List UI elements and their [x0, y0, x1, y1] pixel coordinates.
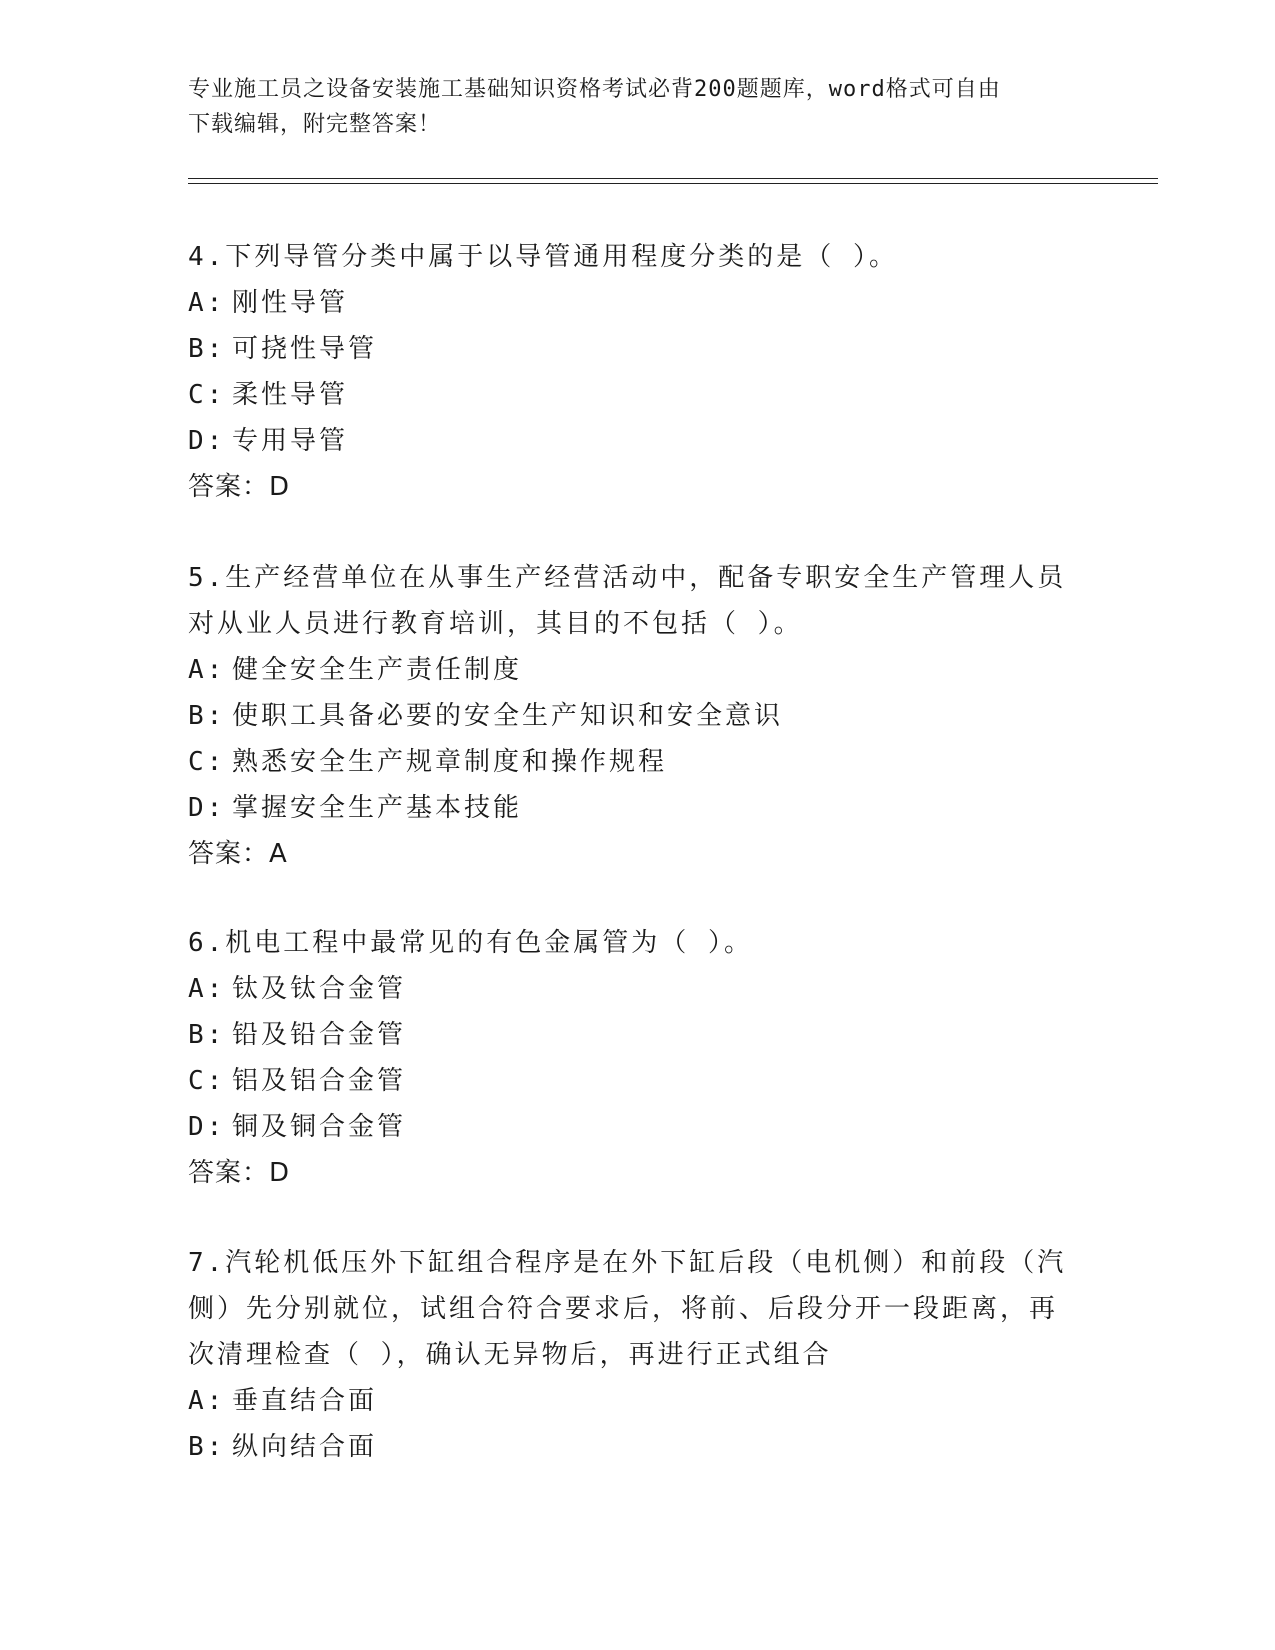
option-letter: B:	[188, 334, 226, 364]
option-letter: B:	[188, 1432, 226, 1462]
document-header	[188, 72, 1088, 142]
option-letter: A:	[188, 288, 226, 318]
option-a	[188, 647, 1088, 693]
option-b	[188, 1424, 1088, 1470]
option-text: 专用导管	[232, 426, 349, 456]
question-stem: 6.机电工程中最常见的有色金属管为（ ）。	[188, 928, 753, 958]
option-a	[188, 280, 1088, 326]
question-7	[188, 1240, 1088, 1470]
option-text: 垂直结合面	[232, 1386, 378, 1416]
answer: 答案：D	[188, 472, 291, 502]
option-text: 熟悉安全生产规章制度和操作规程	[232, 747, 668, 777]
option-letter: D:	[188, 793, 226, 823]
answer: 答案：D	[188, 1158, 291, 1188]
question-stem: 4.下列导管分类中属于以导管通用程度分类的是（ ）。	[188, 242, 898, 272]
option-text: 可挠性导管	[232, 334, 378, 364]
option-letter: C:	[188, 380, 226, 410]
option-text: 铅及铅合金管	[232, 1020, 407, 1050]
option-d	[188, 418, 1088, 464]
option-a	[188, 1378, 1088, 1424]
option-b	[188, 326, 1088, 372]
option-d	[188, 785, 1088, 831]
header-line: 专业施工员之设备安装施工基础知识资格考试必背200题题库，word格式可自由	[188, 77, 1001, 102]
answer: 答案：A	[188, 839, 288, 869]
question-stem: 对从业人员进行教育培训，其目的不包括（ ）。	[188, 609, 803, 639]
option-text: 钛及钛合金管	[232, 974, 407, 1004]
option-letter: D:	[188, 426, 226, 456]
option-letter: B:	[188, 701, 226, 731]
option-letter: D:	[188, 1112, 226, 1142]
question-stem: 5.生产经营单位在从事生产经营活动中，配备专职安全生产管理人员	[188, 563, 1067, 593]
option-letter: C:	[188, 1066, 226, 1096]
option-text: 纵向结合面	[232, 1432, 378, 1462]
option-c	[188, 372, 1088, 418]
header-divider	[188, 183, 1158, 184]
question-5	[188, 555, 1088, 877]
option-a	[188, 966, 1088, 1012]
question-stem: 7.汽轮机低压外下缸组合程序是在外下缸后段（电机侧）和前段（汽	[188, 1248, 1067, 1278]
option-letter: A:	[188, 974, 226, 1004]
option-text: 健全安全生产责任制度	[232, 655, 523, 685]
option-text: 掌握安全生产基本技能	[232, 793, 523, 823]
option-d	[188, 1104, 1088, 1150]
option-letter: A:	[188, 1386, 226, 1416]
option-c	[188, 739, 1088, 785]
question-stem: 侧）先分别就位，试组合符合要求后，将前、后段分开一段距离，再	[188, 1294, 1059, 1324]
option-text: 使职工具备必要的安全生产知识和安全意识	[232, 701, 784, 731]
question-6	[188, 920, 1088, 1196]
option-letter: A:	[188, 655, 226, 685]
option-text: 刚性导管	[232, 288, 349, 318]
question-stem: 次清理检查（ ），确认无异物后，再进行正式组合	[188, 1340, 832, 1370]
option-c	[188, 1058, 1088, 1104]
question-4	[188, 234, 1088, 510]
header-line: 下载编辑，附完整答案！	[188, 112, 442, 137]
option-b	[188, 693, 1088, 739]
option-text: 柔性导管	[232, 380, 349, 410]
option-text: 铜及铜合金管	[232, 1112, 407, 1142]
header-divider	[188, 178, 1158, 179]
option-letter: C:	[188, 747, 226, 777]
option-letter: B:	[188, 1020, 226, 1050]
option-text: 铝及铝合金管	[232, 1066, 407, 1096]
option-b	[188, 1012, 1088, 1058]
